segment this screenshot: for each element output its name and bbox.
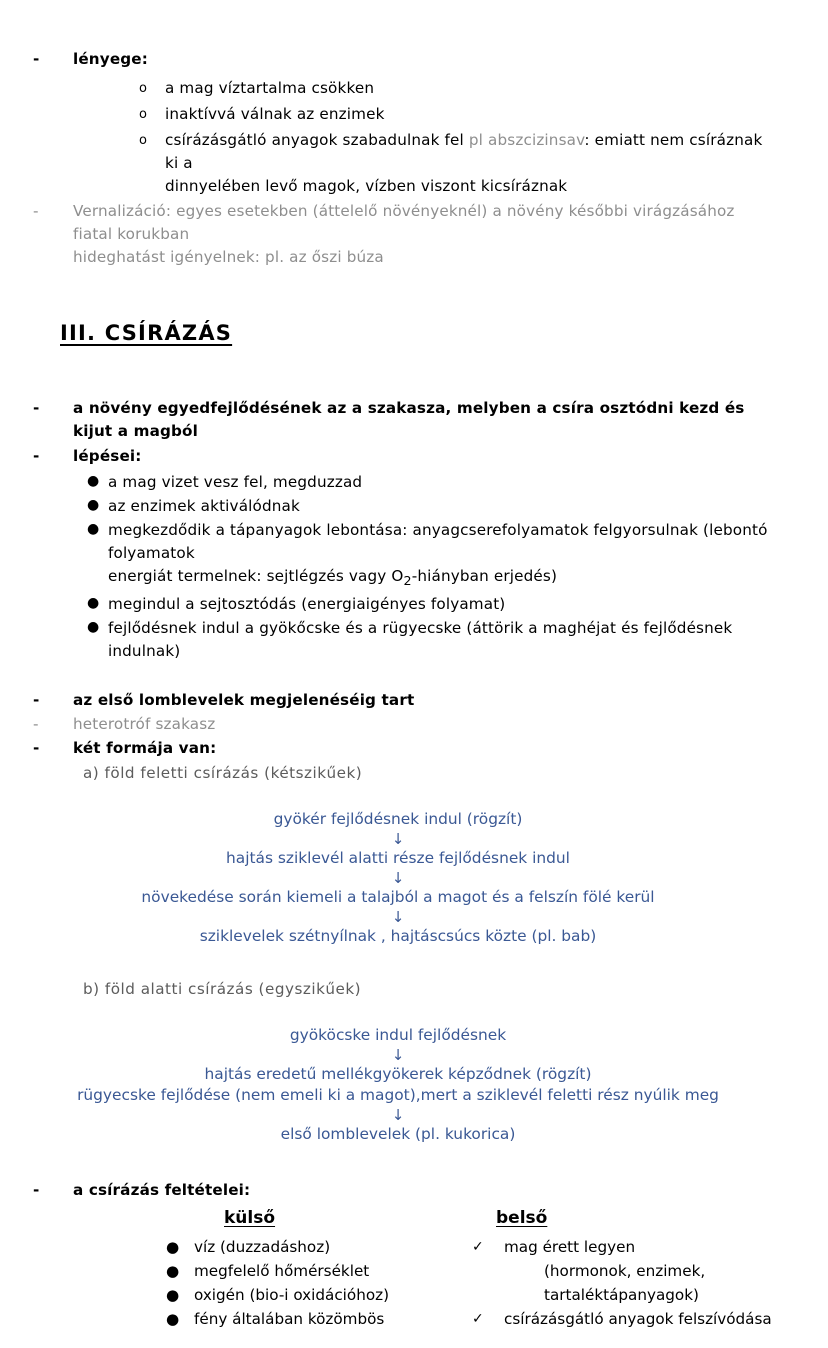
arrow-down-icon: ↓ <box>391 830 405 849</box>
list-item-label: megindul a sejtosztódás (energiaigényes folyamat) <box>108 595 506 614</box>
list-item-vernalizacio <box>28 200 768 246</box>
form-a-label-text: a) föld feletti csírázás (kétszikűek) <box>83 764 363 783</box>
dash-bullet-icon: - <box>33 715 39 734</box>
list-item-lenyege <box>28 48 768 71</box>
bullet-icon: ● <box>166 1310 180 1329</box>
steps-label: lépései: <box>73 447 142 465</box>
page-title: III. CSÍRÁZÁS <box>60 321 233 345</box>
form-a-label <box>28 762 768 785</box>
bullet-icon: ● <box>166 1262 180 1281</box>
list-item-label: víz (duzzadáshoz) <box>194 1238 331 1257</box>
circle-bullet-icon: o <box>139 107 148 122</box>
list-item <box>468 1235 808 1259</box>
list-item-wrap: dinnyelében levő magok, vízben viszont kicsíráznak <box>165 177 568 195</box>
conditions-table <box>28 1208 772 1348</box>
list-item-heterotrof <box>28 713 768 736</box>
list-item-label <box>165 129 768 175</box>
heterotrof-text: heterotróf szakasz <box>73 715 216 734</box>
list-item <box>468 1307 808 1331</box>
circle-bullet-icon: o <box>139 81 148 96</box>
bullet-icon: ● <box>87 473 100 489</box>
list-item-label: fény általában közömbös <box>194 1310 385 1329</box>
list-item-label: oxigén (bio-i oxidációhoz) <box>194 1286 390 1305</box>
arrow-down-icon: ↓ <box>391 869 405 888</box>
list-item <box>28 495 768 518</box>
check-icon: ✓ <box>472 1239 484 1256</box>
flow-step: gyököcske indul fejlődésnek <box>289 1026 507 1045</box>
dash-bullet-icon: - <box>33 447 40 465</box>
vernalizacio-line-1: Vernalizáció: egyes esetekben (áttelelő növényeknél) a növény későbbi virágzásához fiatal korukban <box>73 202 735 243</box>
bullet-icon: ● <box>87 595 100 612</box>
list-item-conditions-label <box>28 1179 768 1202</box>
list-item-label: a mag víztartalma csökken <box>165 79 375 97</box>
flowchart-form-a <box>28 809 768 947</box>
list-item-label: inaktívvá válnak az enzimek <box>165 105 385 123</box>
conditions-internal-title: belső <box>496 1208 548 1229</box>
conditions-label: a csírázás feltételei: <box>73 1181 251 1200</box>
list-item-label: megfelelő hőmérséklet <box>194 1262 370 1281</box>
forms-label: két formája van: <box>73 739 217 758</box>
list-item <box>28 103 768 126</box>
list-item <box>158 1235 488 1259</box>
bullet-icon: ● <box>87 497 100 513</box>
dash-bullet-icon: - <box>33 50 40 68</box>
subscript-two: 2 <box>403 573 412 589</box>
dash-bullet-icon: - <box>33 202 39 220</box>
flow-step: első lomblevelek (pl. kukorica) <box>280 1125 516 1144</box>
dash-bullet-icon: - <box>33 739 40 758</box>
list-item-wrap <box>108 565 768 592</box>
bullet-icon: ● <box>166 1238 180 1257</box>
form-b-label <box>28 978 768 1001</box>
check-icon: ✓ <box>472 1311 484 1328</box>
list-item-continuation: tartaléktápanyagok) <box>544 1286 699 1305</box>
list-item <box>28 519 768 592</box>
lead-text: csírázásgátló anyagok szabadulnak fel <box>165 131 469 149</box>
list-item-definition <box>28 397 768 443</box>
wrap-post: -hiányban erjedés) <box>411 567 558 585</box>
list-item <box>158 1283 488 1307</box>
inline-gray-note: pl abszcizinsav <box>468 131 585 149</box>
flow-step: hajtás sziklevél alatti része fejlődésnek indul <box>226 849 570 868</box>
arrow-down-icon: ↓ <box>391 1106 405 1125</box>
list-item <box>158 1307 488 1331</box>
dash-bullet-icon: - <box>33 1181 40 1200</box>
conditions-internal-column <box>468 1208 808 1331</box>
flow-step: növekedése során kiemeli a talajból a magot és a felszín fölé kerül <box>141 888 655 907</box>
arrow-down-icon: ↓ <box>391 908 405 927</box>
list-item-label: a mag vizet vesz fel, megduzzad <box>108 473 363 491</box>
list-item <box>28 471 768 494</box>
bullet-icon: ● <box>87 521 100 537</box>
form-b-label-text: b) föld alatti csírázás (egyszikűek) <box>83 980 362 999</box>
dash-bullet-icon: - <box>33 691 40 710</box>
conditions-external-title: külső <box>224 1208 276 1229</box>
list-item <box>28 617 768 663</box>
list-item-continuation: (hormonok, enzimek, <box>544 1262 706 1281</box>
list-item-steps-label <box>28 445 768 468</box>
lenyege-label: lényege: <box>73 50 148 68</box>
circle-bullet-icon: o <box>139 133 148 148</box>
tail-text: : emiatt nem csíráznak ki a <box>165 131 763 172</box>
list-item-label: csírázásgátló anyagok felszívódása <box>504 1310 772 1329</box>
conditions-external-column <box>158 1208 488 1331</box>
list-item <box>28 77 768 100</box>
flow-step: sziklevelek szétnyílnak , hajtáscsúcs közte (pl. bab) <box>199 927 597 946</box>
list-item-duration <box>28 689 768 712</box>
vernalizacio-line-2: hideghatást igényelnek: pl. az őszi búza <box>73 248 384 266</box>
duration-text: az első lomblevelek megjelenéséig tart <box>73 691 415 710</box>
list-item <box>158 1259 488 1283</box>
flow-step: gyökér fejlődésnek indul (rögzít) <box>273 810 523 829</box>
dash-bullet-icon: - <box>33 399 40 417</box>
vernalizacio-line-2-wrap <box>28 246 768 269</box>
list-item-label: fejlődésnek indul a gyökőcske és a rügyecske (áttörik a maghéjat és fejlődésnek indulnak) <box>108 619 733 661</box>
flowchart-form-b <box>28 1025 768 1145</box>
definition-text: a növény egyedfejlődésének az a szakasza, melyben a csíra osztódni kezd és kijut a magból <box>73 399 745 440</box>
list-item-forms-label <box>28 737 768 760</box>
flow-step: rügyecske fejlődése (nem emeli ki a magot),mert a sziklevél feletti rész nyúlik meg <box>77 1086 719 1105</box>
list-item-label: megkezdődik a tápanyagok lebontása: anyagcserefolyamatok felgyorsulnak (lebontó folyamatok <box>108 521 768 562</box>
wrap-pre: energiát termelnek: sejtlégzés vagy O <box>108 567 404 585</box>
list-item-label: az enzimek aktiválódnak <box>108 497 300 515</box>
bullet-icon: ● <box>87 619 100 636</box>
bullet-icon: ● <box>166 1286 180 1305</box>
list-item <box>28 129 768 198</box>
list-item-label: mag érett legyen <box>504 1238 636 1257</box>
flow-step: hajtás eredetű mellékgyökerek képződnek (rögzít) <box>204 1065 592 1084</box>
list-item <box>28 593 768 616</box>
arrow-down-icon: ↓ <box>391 1046 405 1065</box>
